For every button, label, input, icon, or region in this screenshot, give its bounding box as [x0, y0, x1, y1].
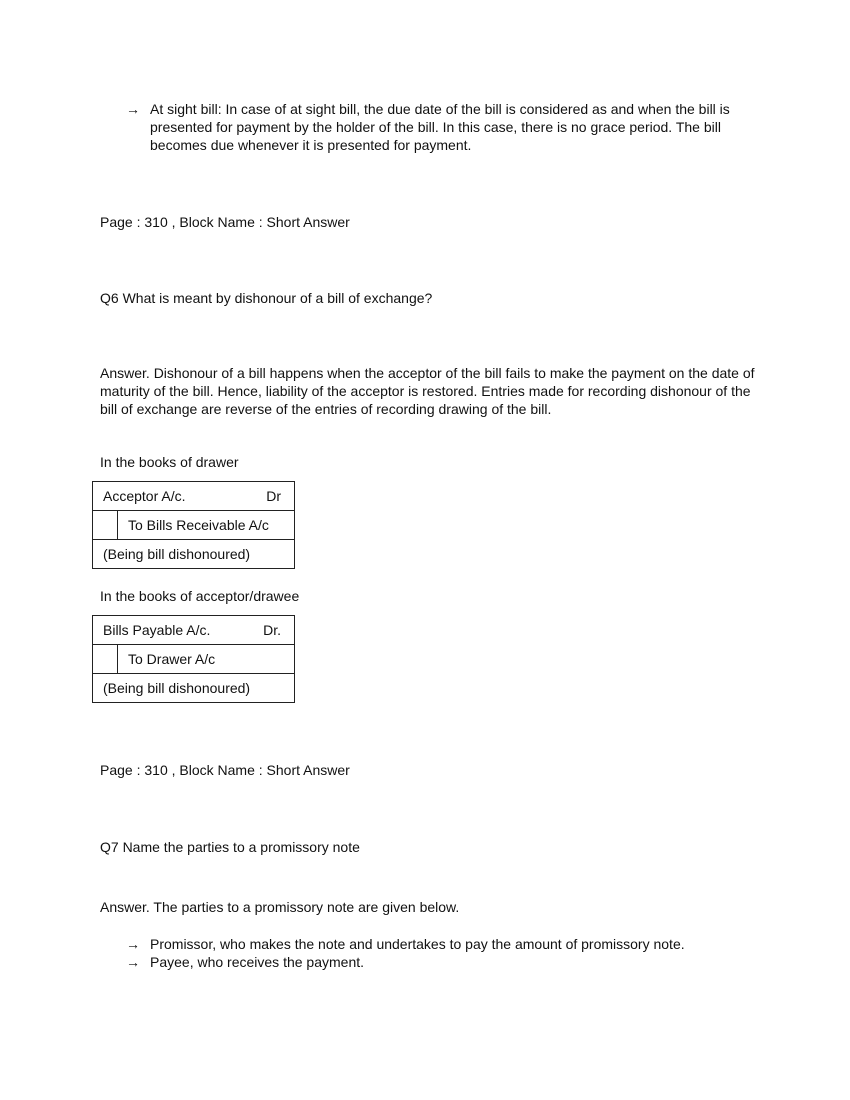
- acceptor-heading: In the books of acceptor/drawee: [100, 588, 300, 604]
- answer-q7: Answer. The parties to a promissory note are given below.: [100, 899, 460, 915]
- block-meta: Page : 310 , Block Name : Short Answer: [100, 214, 350, 230]
- debit-row: [93, 482, 295, 511]
- debit-account: Acceptor A/c.: [103, 488, 186, 504]
- dr-label: Dr: [266, 488, 281, 504]
- bullet-text: Payee, who receives the payment.: [150, 954, 365, 970]
- credit-account: To Drawer A/c: [118, 645, 295, 674]
- bullet-text: At sight bill: In case of at sight bill, the due date of the bill is considered as and when the bill is presented for payment by the holder of the bill. In this case, there is no grace period. The bill becomes due whenever it is presented for payment.: [150, 101, 730, 153]
- dr-label: Dr.: [263, 622, 281, 638]
- question-q7: Q7 Name the parties to a promissory note: [100, 839, 360, 855]
- block-meta: Page : 310 , Block Name : Short Answer: [100, 762, 350, 778]
- debit-account: Bills Payable A/c.: [103, 622, 211, 638]
- credit-account: To Bills Receivable A/c: [118, 511, 295, 540]
- indent-cell: [93, 645, 118, 674]
- indent-cell: [93, 511, 118, 540]
- question-q6: Q6 What is meant by dishonour of a bill of exchange?: [100, 290, 433, 306]
- drawer-heading: In the books of drawer: [100, 454, 239, 470]
- drawer-journal-table: [92, 481, 295, 569]
- narration: (Being bill dishonoured): [93, 540, 295, 569]
- bullet-text: Promissor, who makes the note and undertakes to pay the amount of promissory note.: [150, 936, 685, 952]
- acceptor-journal-table: [92, 615, 295, 703]
- arrow-icon: →: [126, 936, 140, 952]
- arrow-icon: →: [126, 954, 140, 970]
- narration: (Being bill dishonoured): [93, 674, 295, 703]
- answer-q6: Answer. Dishonour of a bill happens when the acceptor of the bill fails to make the payment on the date of maturity of the bill. Hence, liability of the acceptor is restored. Entries made for recording dishonour of the bill of exchange are reverse of the entries of recording drawing of the bill.: [100, 365, 755, 417]
- arrow-icon: →: [126, 101, 140, 117]
- debit-row: [93, 616, 295, 645]
